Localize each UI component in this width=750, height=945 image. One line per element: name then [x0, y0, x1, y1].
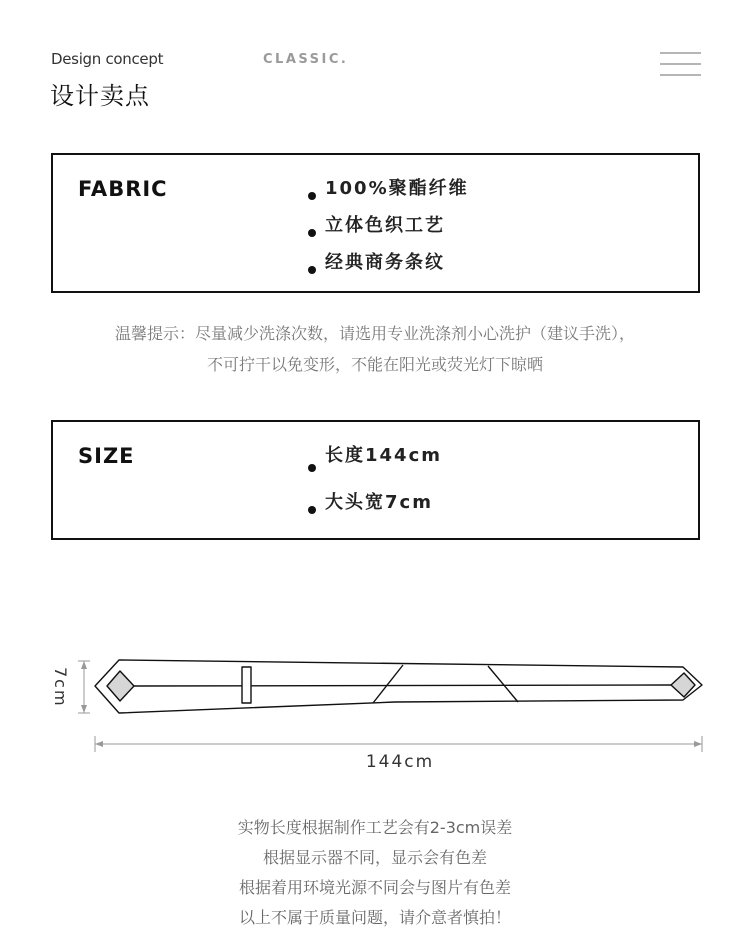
brand-tagline: CLASSIC.	[263, 52, 349, 67]
note-line: 根据显示器不同，显示会有色差	[262, 848, 487, 867]
care-tip-line: 温馨提示：尽量减少洗涤次数，请选用专业洗涤剂小心洗护（建议手洗），	[114, 324, 635, 343]
menu-icon-bar	[660, 52, 701, 54]
section-eyebrow: Design concept	[51, 50, 164, 68]
width-dimension	[78, 661, 90, 713]
care-tip	[50, 318, 700, 380]
size-item: 长度144cm	[308, 444, 442, 491]
tie-outline	[95, 660, 702, 713]
disclaimer-notes	[120, 813, 630, 933]
fabric-item: 经典商务条纹	[308, 251, 469, 288]
page-title: 设计卖点	[50, 82, 150, 110]
fabric-list	[308, 177, 469, 288]
note-line: 实物长度根据制作工艺会有2-3cm误差	[237, 818, 513, 837]
care-tip-line: 不可拧干以免变形，不能在阳光或荧光灯下晾晒	[206, 355, 543, 374]
fabric-item: 100%聚酯纤维	[308, 177, 469, 214]
size-item: 大头宽7cm	[308, 491, 442, 528]
length-label: 144cm	[365, 752, 435, 772]
note-line: 根据着用环境光源不同会与图片有色差	[238, 878, 511, 897]
length-dimension	[95, 736, 702, 752]
size-list	[308, 444, 442, 528]
width-label: 7cm	[51, 666, 70, 708]
menu-icon-bar	[660, 74, 701, 76]
menu-icon-bar	[660, 63, 701, 65]
fabric-item: 立体色织工艺	[308, 214, 469, 251]
size-panel	[51, 420, 700, 540]
size-heading: SIZE	[78, 444, 135, 468]
menu-icon[interactable]	[660, 51, 701, 77]
fabric-heading: FABRIC	[78, 177, 168, 201]
fabric-panel	[51, 153, 700, 293]
note-line: 以上不属于质量问题，请介意者慎拍！	[238, 908, 511, 927]
